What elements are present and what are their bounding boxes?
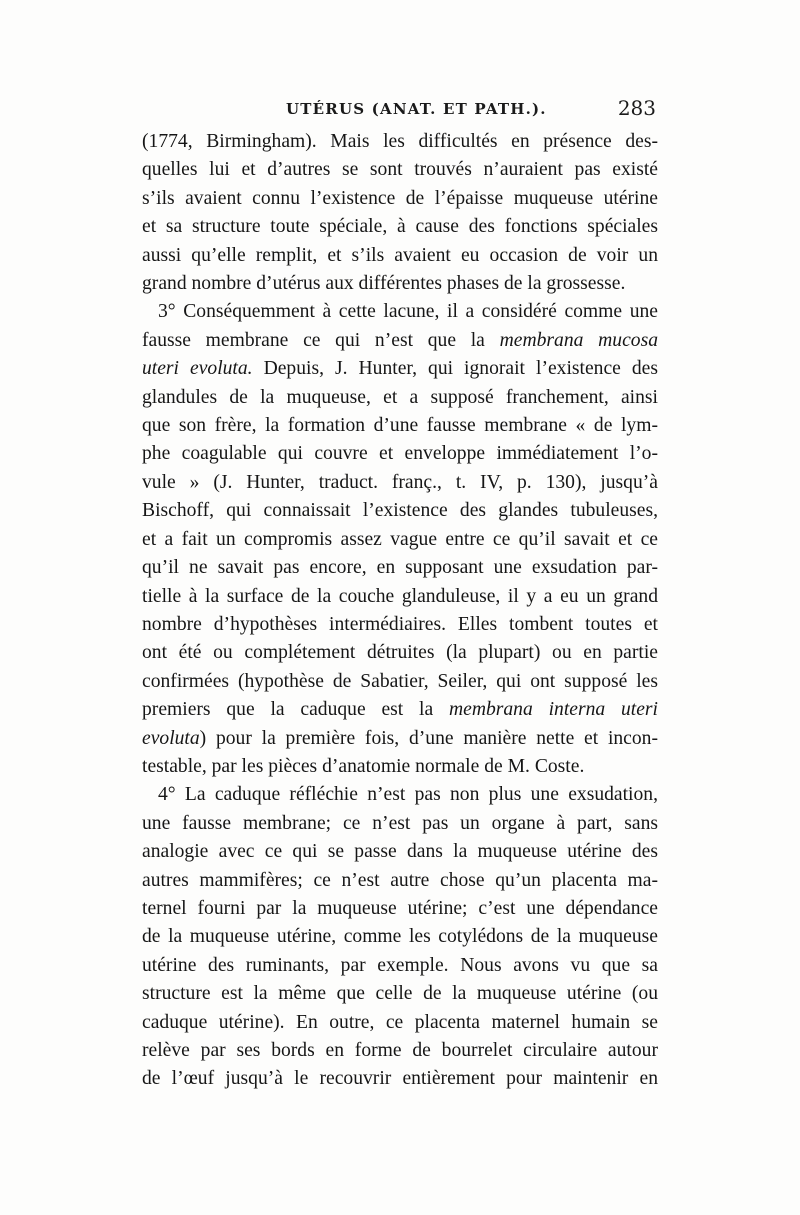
text-segment: nombre d’hypothèses intermédiaires. Elles tombent toutes et bbox=[142, 613, 658, 635]
text-line bbox=[142, 952, 658, 980]
text-line bbox=[142, 781, 658, 809]
text-line bbox=[142, 696, 658, 724]
text-segment: ternel fourni par la muqueuse utérine; c’est une dépendance bbox=[142, 897, 658, 919]
text-line bbox=[142, 384, 658, 412]
text-line bbox=[142, 639, 658, 667]
text-line bbox=[142, 298, 658, 326]
text-line bbox=[142, 810, 658, 838]
text-line bbox=[142, 1037, 658, 1065]
running-head: UTÉRUS (ANAT. ET PATH.). bbox=[286, 100, 547, 118]
text-line bbox=[142, 611, 658, 639]
text-line bbox=[142, 1009, 658, 1037]
text-segment: caduque utérine). En outre, ce placenta maternel humain se bbox=[142, 1011, 658, 1033]
text-line bbox=[142, 270, 658, 298]
text-line bbox=[142, 668, 658, 696]
text-line bbox=[142, 185, 658, 213]
text-segment: fausse membrane ce qui n’est que la bbox=[142, 329, 500, 351]
text-line bbox=[142, 838, 658, 866]
text-segment: phe coagulable qui couvre et enveloppe immédiatement l’o- bbox=[142, 443, 658, 465]
italic-text: membrana interna uteri bbox=[448, 699, 658, 721]
text-line bbox=[142, 980, 658, 1008]
text-segment: et a fait un compromis assez vague entre ce qu’il savait et ce bbox=[142, 528, 658, 550]
text-segment: 4° La caduque réfléchie n’est pas non plus une exsudation, bbox=[158, 784, 658, 806]
text-segment: relève par ses bords en forme de bourrelet circulaire autour bbox=[142, 1040, 658, 1061]
text-line bbox=[142, 923, 658, 951]
text-line bbox=[142, 497, 658, 525]
text-segment: quelles lui et d’autres se sont trouvés n’auraient pas existé bbox=[142, 159, 658, 181]
text-segment: testable, par les pièces d’anatomie normale de M. Coste. bbox=[142, 755, 585, 777]
text-segment: premiers que la caduque est la bbox=[142, 699, 449, 721]
text-segment: grand nombre d’utérus aux différentes phases de la grossesse. bbox=[142, 273, 626, 295]
body-text bbox=[142, 128, 658, 1094]
text-line bbox=[142, 469, 658, 497]
text-line bbox=[142, 725, 658, 753]
text-segment: une fausse membrane; ce n’est pas un organe à part, sans bbox=[142, 812, 658, 834]
italic-text: membrana mucosa bbox=[499, 329, 658, 351]
text-segment: autres mammifères; ce n’est autre chose qu’un placenta ma- bbox=[142, 869, 658, 891]
text-segment: glandules de la muqueuse, et a supposé franchement, ainsi bbox=[142, 386, 658, 408]
text-segment: tielle à la surface de la couche glanduleuse, il y a eu un grand bbox=[142, 585, 658, 607]
text-segment: que son frère, la formation d’une fausse membrane « de lym- bbox=[142, 415, 658, 437]
text-line bbox=[142, 128, 658, 156]
text-line bbox=[142, 753, 658, 781]
text-segment: et sa structure toute spéciale, à cause des fonctions spéciales bbox=[142, 216, 658, 238]
text-segment: ) pour la première fois, d’une manière nette et incon- bbox=[199, 727, 658, 749]
text-line bbox=[142, 1065, 658, 1093]
text-segment: confirmées (hypothèse de Sabatier, Seiler, qui ont supposé les bbox=[142, 670, 658, 692]
text-segment: aussi qu’elle remplit, et s’ils avaient eu occasion de voir un bbox=[142, 244, 658, 266]
italic-text: evoluta bbox=[142, 727, 200, 749]
text-line bbox=[142, 213, 658, 241]
text-segment: (1774, Birmingham). Mais les difficultés en présence des- bbox=[142, 131, 658, 152]
text-segment: de la muqueuse utérine, comme les cotylédons de la muqueuse bbox=[142, 926, 658, 948]
text-line bbox=[142, 583, 658, 611]
text-line bbox=[142, 895, 658, 923]
text-segment: analogie avec ce qui se passe dans la muqueuse utérine des bbox=[142, 841, 658, 863]
text-segment: s’ils avaient connu l’existence de l’épaisse muqueuse utérine bbox=[142, 187, 658, 209]
italic-text: uteri evoluta. bbox=[142, 358, 253, 380]
text-line bbox=[142, 412, 658, 440]
text-segment: qu’il ne savait pas encore, en supposant une exsudation par- bbox=[142, 557, 658, 579]
page-number: 283 bbox=[617, 96, 656, 120]
text-line bbox=[142, 242, 658, 270]
text-segment: de l’œuf jusqu’à le recouvrir entièrement pour maintenir en bbox=[142, 1068, 658, 1090]
text-line bbox=[142, 355, 658, 383]
text-segment: 3° Conséquemment à cette lacune, il a considéré comme une bbox=[158, 301, 658, 323]
text-line bbox=[142, 867, 658, 895]
text-segment: utérine des ruminants, par exemple. Nous avons vu que sa bbox=[142, 954, 658, 976]
text-segment: ont été ou complétement détruites (la plupart) ou en partie bbox=[142, 642, 658, 664]
text-line bbox=[142, 526, 658, 554]
text-segment: vule » (J. Hunter, traduct. franç., t. IV, p. 130), jusqu’à bbox=[142, 471, 658, 493]
text-segment: Depuis, J. Hunter, qui ignorait l’existence des bbox=[252, 358, 658, 380]
text-line bbox=[142, 440, 658, 468]
text-segment: structure est la même que celle de la muqueuse utérine (ou bbox=[142, 983, 658, 1005]
text-line bbox=[142, 156, 658, 184]
text-line bbox=[142, 327, 658, 355]
text-line bbox=[142, 554, 658, 582]
text-segment: Bischoff, qui connaissait l’existence des glandes tubuleuses, bbox=[142, 500, 658, 522]
page-header bbox=[142, 96, 656, 126]
